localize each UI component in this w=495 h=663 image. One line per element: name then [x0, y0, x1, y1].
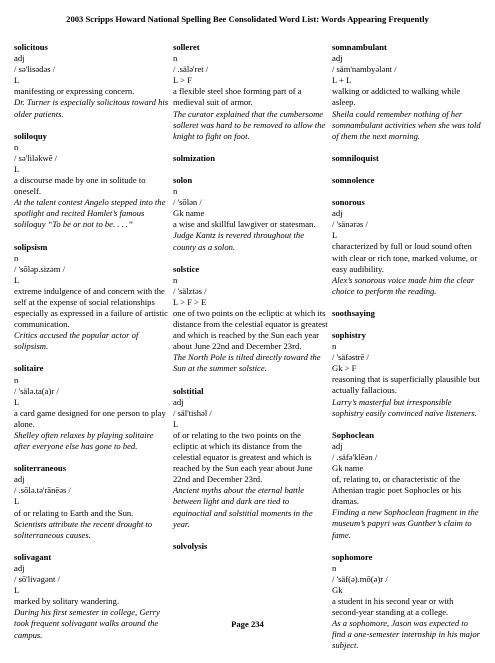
part-of-speech: n — [14, 374, 19, 385]
pronunciation: / 'sälztəs / — [173, 285, 207, 296]
word-entry — [173, 386, 328, 530]
etymology: L — [173, 418, 179, 429]
etymology: L — [14, 585, 20, 596]
etymology: L + L — [332, 75, 352, 86]
word-column-2 — [173, 42, 328, 563]
word-entry — [332, 330, 482, 419]
entry-word: Sophoclean — [332, 429, 375, 440]
word-entry — [332, 42, 482, 142]
etymology: L > F > E — [173, 296, 207, 307]
pronunciation: / säl'tishəl / — [173, 407, 212, 418]
example-sentence: At the talent contest Angelo stepped into the spotlight and recited Hamlet’s famous soliloquy “To be or not to be. . . .” — [14, 197, 166, 230]
word-entry — [14, 131, 169, 231]
page-number: Page 234 — [231, 619, 264, 629]
definition: marked by solitary wandering. — [14, 596, 120, 607]
entry-word: soliterraneous — [14, 463, 67, 474]
word-column-1 — [14, 42, 169, 652]
example-sentence: As a sophomore, Jason was expected to find a one-semester internship in his major subject. — [332, 618, 480, 651]
pronunciation: / 'säf(ə).mō(ə)r / — [332, 573, 388, 584]
etymology: Gk name — [332, 463, 364, 473]
definition: one of two points on the ecliptic at which its distance from the celestial equator is greatest and which is reached by the Sun each year about June 22nd and December 23rd. — [173, 307, 328, 352]
example-sentence: During his first semester in college, Gerry took frequent solivagant walks around the campus. — [14, 607, 160, 640]
entry-word: solicitous — [14, 42, 48, 52]
etymology: L — [14, 396, 20, 407]
definition: a flexible steel shoe forming part of a medieval suit of armor. — [173, 86, 302, 108]
part-of-speech: adj — [332, 53, 343, 64]
example-sentence: Judge Kantz is revered throughout the county as a solon. — [173, 230, 305, 252]
etymology: L — [14, 163, 20, 174]
example-sentence: Ancient myths about the eternal battle between light and dark are tied to equinoctial and solstitial moments in the year. — [173, 485, 313, 529]
entry-word: sonorous — [332, 197, 365, 208]
example-sentence: Alex’s sonorous voice made him the clear choice to perform the reading. — [332, 274, 475, 296]
word-entry — [173, 42, 328, 142]
word-entry — [173, 541, 328, 552]
word-entry — [332, 197, 482, 297]
example-sentence: Critics accused the popular actor of solipsism. — [14, 330, 139, 352]
entry-word: solipsism — [14, 241, 48, 252]
example-sentence: Shelley often relaxes by playing solitaire after everyone else has gone to bed. — [14, 430, 154, 452]
definition: of or relating to Earth and the Sun. — [14, 507, 134, 518]
pronunciation: / 'sänərəs / — [332, 219, 368, 230]
entry-word: solleret — [173, 42, 200, 52]
entry-word: sophomore — [332, 551, 373, 562]
entry-word: solitaire — [14, 363, 44, 374]
definition: walking or addicted to walking while asleep. — [332, 86, 461, 108]
etymology: L — [14, 274, 20, 285]
word-entry — [332, 552, 482, 652]
part-of-speech: adj — [332, 208, 343, 219]
example-sentence: Finding a new Sophoclean fragment in the museum’s papyri was Gunther’s claim to fame. — [332, 507, 479, 540]
part-of-speech: adj — [14, 53, 25, 64]
entry-word: somniloquist — [332, 152, 379, 163]
word-entry — [173, 153, 328, 164]
etymology: L > F — [173, 75, 192, 86]
part-of-speech: n — [332, 562, 337, 573]
page-header: 2003 Scripps Howard National Spelling Bee Consolidated Word List: Words Appearing Frequently — [66, 14, 429, 24]
entry-word: solstitial — [173, 385, 204, 396]
definition: a discourse made by one in solitude to oneself. — [14, 175, 146, 197]
entry-word: solstice — [173, 263, 200, 274]
etymology: L — [332, 230, 338, 241]
word-entry — [173, 264, 328, 375]
example-sentence: Sheila could remember nothing of her somnambulant activities when she was told of them the next morning. — [332, 108, 481, 141]
example-sentence: The curator explained that the cumbersome solleret was hard to be removed to allow the knight to fight on foot. — [173, 108, 326, 141]
etymology: L — [14, 75, 20, 86]
pronunciation: / 'sälə.ta(a)r / — [14, 385, 59, 396]
example-sentence: Larry’s masterful but irresponsible sophistry easily convinced naïve listeners. — [332, 396, 477, 418]
part-of-speech: n — [173, 274, 178, 285]
part-of-speech: adj — [173, 396, 184, 407]
part-of-speech: n — [173, 53, 178, 64]
entry-word: somnolence — [332, 174, 375, 185]
entry-word: solivagant — [14, 551, 52, 562]
word-entry — [332, 430, 482, 541]
definition: extreme indulgence of and concern with the self at the expense of social relationships especially as expressed in a failure of artistic communication. — [14, 285, 168, 330]
pronunciation: / 'sōləp.sizəm / — [14, 263, 65, 274]
word-column-3 — [332, 42, 482, 663]
part-of-speech: adj — [332, 440, 343, 451]
pronunciation: / 'sōlən / — [173, 197, 202, 208]
part-of-speech: adj — [14, 474, 25, 485]
pronunciation: / .sōlə.tə'rānēəs / — [14, 485, 71, 496]
part-of-speech: n — [173, 186, 178, 197]
word-entry — [14, 42, 169, 120]
etymology: L — [14, 496, 20, 507]
pronunciation: / sə'lisədəs / — [14, 64, 56, 75]
word-entry — [14, 242, 169, 353]
pronunciation: / .sälə'ret / — [173, 64, 209, 75]
entry-word: solmization — [173, 152, 216, 163]
definition: characterized by full or loud sound often with clear or rich tone, marked volume, or easy audibility. — [332, 241, 478, 274]
pronunciation: / säm'nambyələnt / — [332, 64, 397, 75]
definition: of, relating to, or characteristic of the Athenian tragic poet Sophocles or his dramas. — [332, 474, 462, 507]
definition: a student in his second year or with second-year standing at a college. — [332, 596, 454, 618]
entry-word: somnambulant — [332, 42, 387, 52]
word-entry — [173, 175, 328, 253]
definition: reasoning that is superficially plausible but actually fallacious. — [332, 374, 480, 396]
definition: a card game designed for one person to play alone. — [14, 407, 166, 429]
word-entry — [332, 175, 482, 186]
definition: manifesting or expressing concern. — [14, 86, 135, 97]
entry-word: soothsaying — [332, 307, 375, 318]
word-entry — [332, 153, 482, 164]
entry-word: solon — [173, 174, 193, 185]
pronunciation: / sō'livəgənt / — [14, 574, 60, 585]
part-of-speech: adj — [14, 562, 25, 573]
entry-word: solvolysis — [173, 540, 208, 551]
word-entry — [14, 463, 169, 541]
part-of-speech: n — [14, 252, 19, 263]
entry-word: soliloquy — [14, 130, 47, 141]
pronunciation: / .säfə'klēən / — [332, 451, 378, 462]
pronunciation: / sə'liləkwē / — [14, 152, 58, 163]
example-sentence: The North Pole is tilted directly toward the Sun at the summer solstice. — [173, 352, 321, 374]
etymology: Gk — [332, 584, 343, 595]
entry-word: sophistry — [332, 329, 366, 340]
word-entry — [14, 363, 169, 452]
example-sentence: Dr. Turner is especially solicitous toward his older patients. — [14, 97, 169, 119]
definition: a wise and skillful lawgiver or statesman. — [173, 219, 316, 230]
etymology: Gk > F — [332, 363, 357, 374]
etymology: Gk name — [173, 208, 205, 219]
pronunciation: / 'säfəstrē / — [332, 352, 369, 363]
word-entry — [332, 308, 482, 319]
part-of-speech: n — [14, 141, 19, 152]
definition: of or relating to the two points on the ecliptic at which its distance from the celestial equator is greatest and which is reached by the Sun each year about June 22nd and December 23rd. — [173, 429, 313, 485]
example-sentence: Scientists attribute the recent drought to soliterraneous causes. — [14, 518, 153, 540]
part-of-speech: n — [332, 341, 337, 352]
